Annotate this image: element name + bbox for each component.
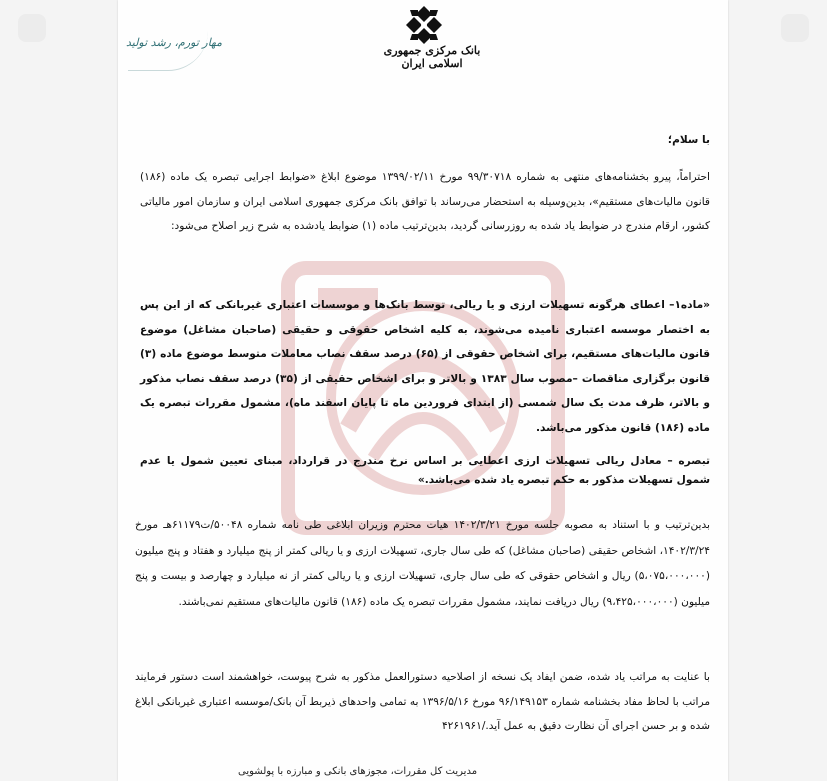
bank-name: بانک مرکزی جمهوری اسلامی ایران xyxy=(383,44,481,70)
window-corner-right xyxy=(781,14,809,42)
paragraph-closing: با عنایت به مراتب یاد شده، ضمن ایفاد یک نسخه از اصلاحیه دستورالعمل مذکور به شرح پیوست، خواهشمند است دستور فرمایند مراتب با لحاظ مفاد بخشنامه شماره ۹۶/۱۴۹۱۵۳ مورخ ۱۳۹۶/۵/۱۶ به تمامی واحدهای ذیربط آن بانک/موسسه اعتباری غیربانکی ابلاغ شده و بر حسن اجرای آن نظارت دقیق به عمل آید./۴۲۶۱۹۶۱ xyxy=(135,671,710,732)
greeting: با سلام؛ xyxy=(667,134,710,146)
slogan: مهار تورم، رشد تولید xyxy=(125,36,223,49)
paragraph-article-1: «ماده۱– اعطای هرگونه تسهیلات ارزی و یا ریالی، توسط بانک‌ها و موسسات اعتباری غیربانکی که از این پس به اختصار موسسه اعتباری نامیده می‌شوند، به کلیه اشخاص حقوقی و حقیقی (صاحبان مشاغل) موضوع قانون مالیات‌های مستقیم، برای اشخاص حقوقی از (۶۵) درصد سقف نصاب معاملات متوسط موضوع ماده (۳) قانون برگزاری مناقصات –مصوب سال ۱۳۸۳ و بالاتر و برای اشخاص حقیقی از (۳۵) درصد سقف نصاب مذکور و بالاتر، ظرف مدت یک سال شمسی (از ابتدای فروردین ماه تا پایان اسفند ماه)، مشمول مقررات تبصره یک ماده (۱۸۶) قانون مذکور می‌باشد. xyxy=(140,299,711,434)
paragraph-note: تبصره – معادل ریالی تسهیلات ارزی اعطایی بر اساس نرخ مندرج در قرارداد، مبنای تعیین شمول یا عدم شمول تسهیلات مذکور به حکم تبصره یاد شده می‌باشد.» xyxy=(140,455,710,486)
paragraph-resolution: بدین‌ترتیب و با استناد به مصوبه جلسه مورخ ۱۴۰۲/۳/۲۱ هیات محترم وزیران ابلاغی طی نامه شماره ۵۰۰۴۸/ت۶۱۱۷۹هـ مورخ ۱۴۰۲/۳/۲۴، اشخاص حقیقی (صاحبان مشاغل) که طی سال جاری، تسهیلات ارزی و یا ریالی کمتر از پنج میلیارد و هفتاد و پنج میلیون (۵،۰۷۵،۰۰۰،۰۰۰) ریال و اشخاص حقوقی که طی سال جاری، تسهیلات ارزی و یا ریالی کمتر از نه میلیارد و چهارصد و بیست و پنج میلیون (۹،۴۲۵،۰۰۰،۰۰۰) ریال دریافت نمایند، مشمول مقررات تبصره یک ماده (۱۸۶) قانون مالیات‌های مستقیم نمی‌باشند. xyxy=(135,519,710,608)
paragraph-intro: احتراماً، پیرو بخشنامه‌های منتهی به شماره ۹۹/۳۰۷۱۸ مورخ ۱۳۹۹/۰۲/۱۱ موضوع ابلاغ «ضوابط اجرایی تبصره یک ماده (۱۸۶) قانون مالیات‌های مستقیم»، بدین‌وسیله به استحضار می‌رساند با توافق بانک مرکزی جمهوری اسلامی ایران و سازمان امور مالیاتی کشور، ارقام مندرج در ضوابط یاد شده به روزرسانی گردید، بدین‌ترتیب ماده (۱) ضوابط یادشده به شرح زیر اصلاح می‌شود: xyxy=(140,171,710,232)
letter-page xyxy=(118,0,728,781)
central-bank-logo-icon xyxy=(402,4,446,46)
window-corner-left xyxy=(18,14,46,42)
signature-line: مدیریت کل مقررات، مجوزهای بانکی و مبارزه با پولشویی xyxy=(238,766,478,777)
